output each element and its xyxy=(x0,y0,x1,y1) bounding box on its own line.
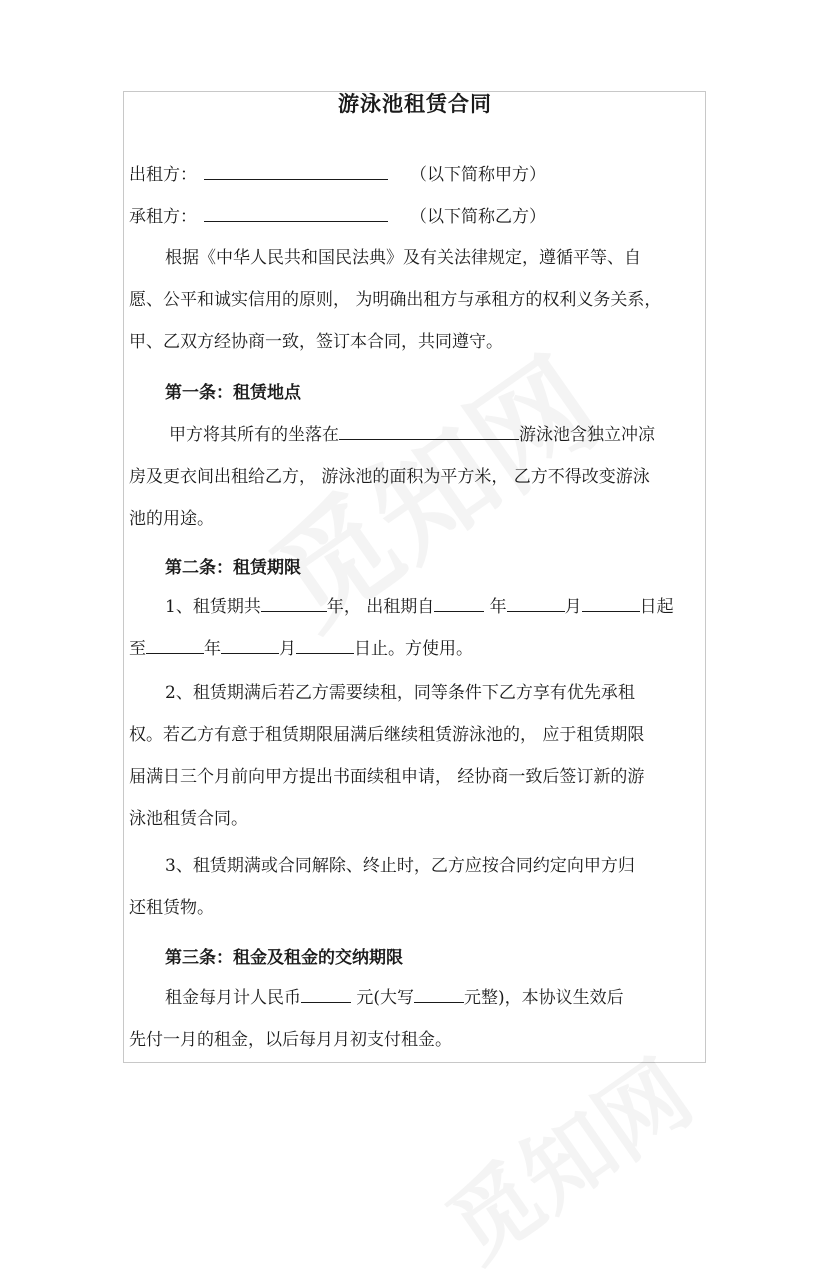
article2-heading: 第二条：租赁期限 xyxy=(165,558,301,578)
end-day-blank[interactable] xyxy=(296,636,354,654)
article1-line: 房及更衣间出租给乙方， 游泳池的面积为平方米， 乙方不得改变游泳 xyxy=(129,467,650,487)
end-year-blank[interactable] xyxy=(146,636,204,654)
clause-line: 2、租赁期满后若乙方需要续租，同等条件下乙方享有优先承租 xyxy=(165,683,635,703)
clause-line: 3、租赁期满或合同解除、终止时，乙方应按合同约定向甲方归 xyxy=(165,856,635,876)
rent-uppercase-blank[interactable] xyxy=(414,985,464,1003)
article2-clause1 xyxy=(129,586,707,670)
clause-line: 权。若乙方有意于租赁期限届满后继续租赁游泳池的， 应于租赁期限 xyxy=(129,725,645,745)
article3-line: 租金每月计人民币 元(大写 元整)，本协议生效后 xyxy=(129,977,707,1019)
clause-line: 泳池租赁合同。 xyxy=(129,809,248,829)
clause-line: 至 年 月 日止。方使用。 xyxy=(129,628,707,670)
preamble-paragraph xyxy=(129,237,707,363)
article2-clause2 xyxy=(129,672,707,840)
contract-title: 游泳池租赁合同 xyxy=(338,91,492,116)
preamble-line: 甲、乙双方经协商一致，签订本合同，共同遵守。 xyxy=(129,332,503,352)
article1-line: 甲方将其所有的坐落在 游泳池含独立冲凉 xyxy=(129,414,707,456)
lessor-note: （以下简称甲方） xyxy=(410,165,546,185)
lessee-note: （以下简称乙方） xyxy=(410,207,546,227)
clause-line: 1、租赁期共 年， 出租期自 年 月 日起 xyxy=(129,586,707,628)
lessee-line xyxy=(129,202,546,227)
article1-paragraph xyxy=(129,414,707,540)
start-year-blank[interactable] xyxy=(434,594,484,612)
start-month-blank[interactable] xyxy=(507,594,565,612)
clause-line: 届满日三个月前向甲方提出书面续租申请， 经协商一致后签订新的游 xyxy=(129,767,645,787)
start-day-blank[interactable] xyxy=(582,594,640,612)
location-blank[interactable] xyxy=(339,422,519,440)
years-blank[interactable] xyxy=(261,594,327,612)
article2-clause3 xyxy=(129,845,707,929)
article1-line: 池的用途。 xyxy=(129,509,214,529)
preamble-line: 愿、公平和诚实信用的原则， 为明确出租方与承租方的权利义务关系， xyxy=(129,290,662,310)
lessor-blank[interactable] xyxy=(204,162,388,180)
article3-heading: 第三条：租金及租金的交纳期限 xyxy=(165,948,403,968)
article3-line: 先付一月的租金，以后每月月初支付租金。 xyxy=(129,1030,452,1050)
lessor-label: 出租方： xyxy=(129,165,197,185)
preamble-line: 根据《中华人民共和国民法典》及有关法律规定，遵循平等、自 xyxy=(165,248,641,268)
lessee-label: 承租方： xyxy=(129,207,197,227)
watermark xyxy=(417,1024,713,1285)
article1-heading: 第一条：租赁地点 xyxy=(165,383,301,403)
end-month-blank[interactable] xyxy=(221,636,279,654)
article3-paragraph xyxy=(129,977,707,1061)
clause-line: 还租赁物。 xyxy=(129,898,214,918)
lessor-line xyxy=(129,160,546,185)
lessee-blank[interactable] xyxy=(204,204,388,222)
rent-amount-blank[interactable] xyxy=(301,985,351,1003)
